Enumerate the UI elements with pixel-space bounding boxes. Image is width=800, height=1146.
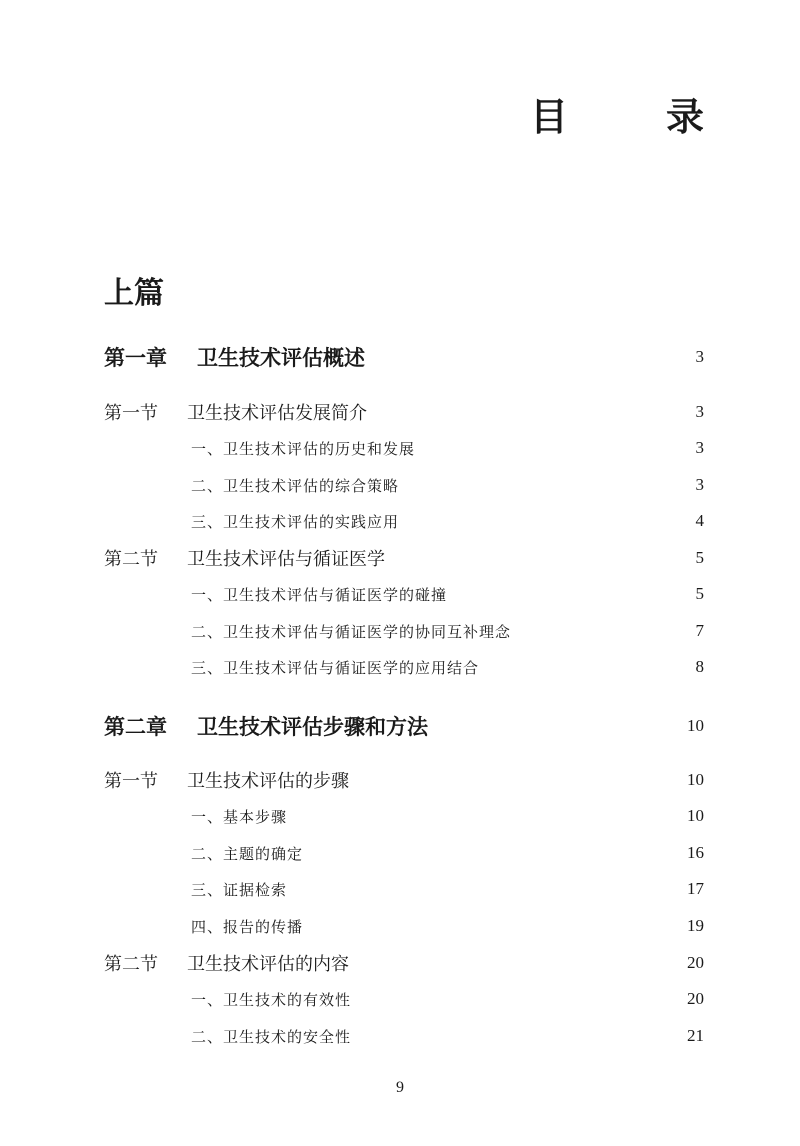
- toc-page-number: 7: [695, 621, 704, 640]
- toc-item[interactable]: [104, 1021, 704, 1051]
- toc-page-number: 5: [695, 584, 704, 603]
- toc-page-number: 10: [687, 770, 704, 789]
- toc-section-label: [104, 399, 367, 425]
- toc-chapter-label: [104, 342, 365, 372]
- toc-item-title: 一、卫生技术评估与循证医学的碰撞: [191, 585, 448, 604]
- toc-item[interactable]: [104, 911, 704, 941]
- toc-section[interactable]: [104, 543, 704, 573]
- toc-page-number: 10: [687, 806, 704, 825]
- toc-section-label: [104, 767, 349, 793]
- toc-chapter-title: 卫生技术评估步骤和方法: [197, 714, 428, 739]
- toc-chapter-number: 第二章: [104, 714, 167, 739]
- toc-item[interactable]: [104, 506, 704, 536]
- toc-section-label: [104, 950, 349, 976]
- page-footer-number: 9: [396, 1079, 404, 1096]
- toc-item-title: 二、卫生技术评估的综合策略: [191, 476, 400, 495]
- toc-page-number: 3: [695, 347, 704, 366]
- toc-section-title: 卫生技术评估的步骤: [187, 771, 349, 792]
- toc-section[interactable]: [104, 397, 704, 427]
- toc-section-title: 卫生技术评估的内容: [187, 954, 349, 975]
- toc-item[interactable]: [104, 433, 704, 463]
- toc-item-title: 二、卫生技术的安全性: [191, 1027, 352, 1046]
- toc-item[interactable]: [104, 470, 704, 500]
- toc-section-title: 卫生技术评估发展简介: [187, 403, 367, 424]
- part-heading: 上篇: [104, 276, 164, 311]
- toc-chapter-number: 第一章: [104, 345, 167, 370]
- toc-item-title: 四、报告的传播: [191, 917, 304, 936]
- toc-item-title: 三、证据检索: [191, 880, 288, 899]
- toc-section-number: 第二节: [104, 954, 158, 975]
- toc-item-title: 一、卫生技术评估的历史和发展: [191, 439, 416, 458]
- toc-section-number: 第一节: [104, 403, 158, 424]
- toc-page-number: 10: [687, 716, 704, 735]
- toc-chapter[interactable]: [104, 342, 704, 372]
- toc-item[interactable]: [104, 616, 704, 646]
- page-title: 目 录: [529, 94, 734, 139]
- toc-section-number: 第二节: [104, 549, 158, 570]
- toc-item-title: 三、卫生技术评估的实践应用: [191, 512, 400, 531]
- toc-item[interactable]: [104, 652, 704, 682]
- toc-page-number: 17: [687, 879, 704, 898]
- toc-page-number: 8: [695, 657, 704, 676]
- toc-item[interactable]: [104, 579, 704, 609]
- toc-page-number: 3: [695, 438, 704, 457]
- toc-section[interactable]: [104, 948, 704, 978]
- toc-item[interactable]: [104, 874, 704, 904]
- toc-section-title: 卫生技术评估与循证医学: [187, 549, 385, 570]
- toc-chapter-title: 卫生技术评估概述: [197, 345, 365, 370]
- toc-page-number: 3: [695, 475, 704, 494]
- toc-item-title: 三、卫生技术评估与循证医学的应用结合: [191, 658, 480, 677]
- toc-chapter-label: [104, 711, 428, 741]
- toc-page-number: 3: [695, 402, 704, 421]
- toc-item[interactable]: [104, 838, 704, 868]
- toc-item-title: 二、主题的确定: [191, 844, 304, 863]
- toc-item-title: 一、卫生技术的有效性: [191, 990, 352, 1009]
- toc-section-number: 第一节: [104, 771, 158, 792]
- toc-page-number: 5: [695, 548, 704, 567]
- toc-section-label: [104, 545, 385, 571]
- toc-page-number: 16: [687, 843, 704, 862]
- toc-page-number: 20: [687, 953, 704, 972]
- toc-item[interactable]: [104, 801, 704, 831]
- toc-page-number: 21: [687, 1026, 704, 1045]
- toc-section[interactable]: [104, 765, 704, 795]
- toc-page-number: 19: [687, 916, 704, 935]
- toc-page-number: 20: [687, 989, 704, 1008]
- toc-item-title: 一、基本步骤: [191, 807, 288, 826]
- toc-chapter[interactable]: [104, 711, 704, 741]
- toc-page-number: 4: [695, 511, 704, 530]
- toc-item-title: 二、卫生技术评估与循证医学的协同互补理念: [191, 622, 512, 641]
- toc-item[interactable]: [104, 984, 704, 1014]
